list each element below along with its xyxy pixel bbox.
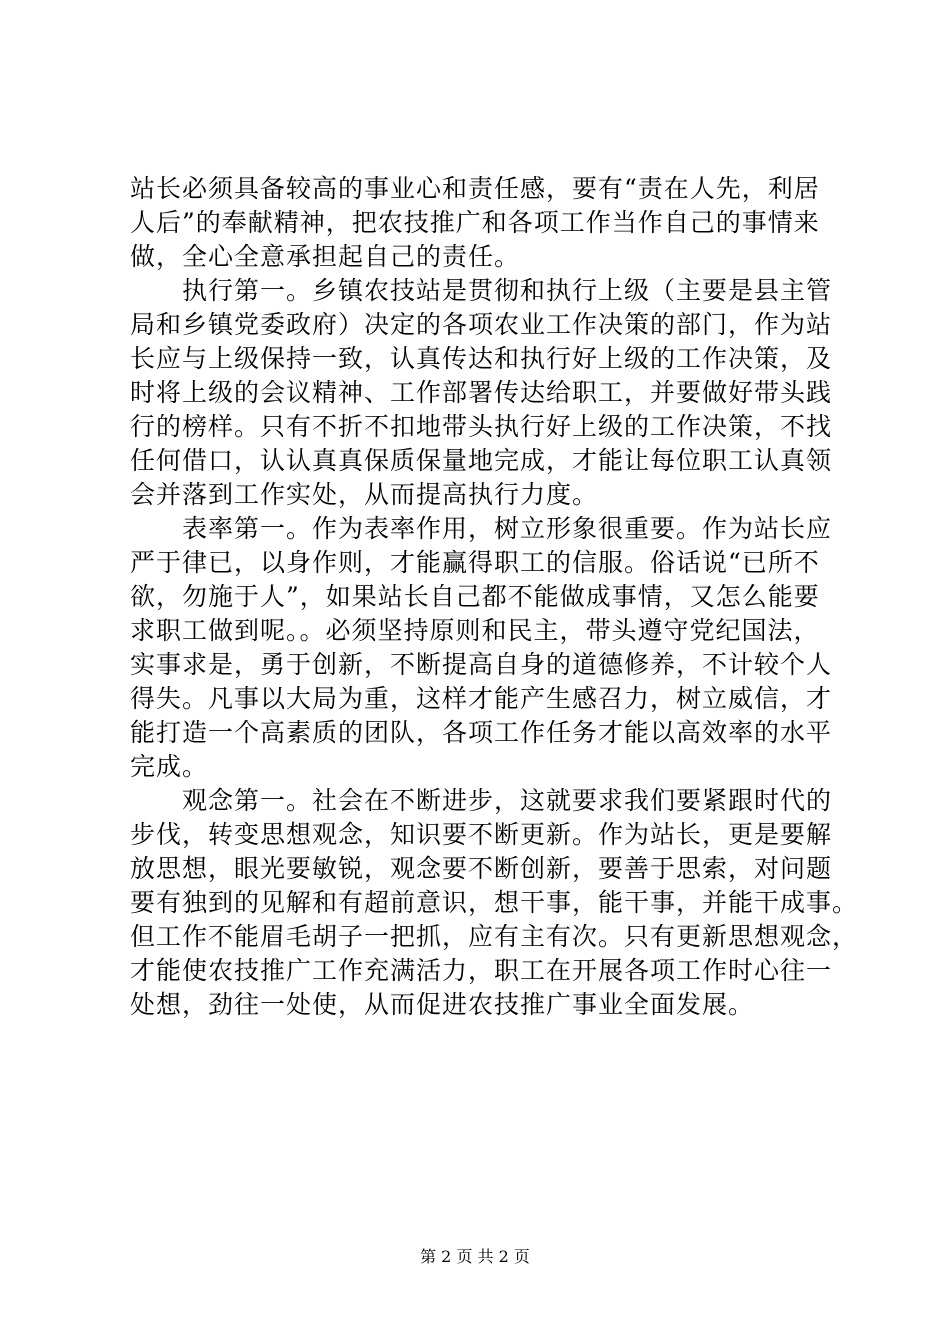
text-line: 人后”的奉献精神，把农技推广和各项工作当作自己的事情来 — [130, 208, 820, 237]
paragraph-start-line: 执行第一。乡镇农技站是贯彻和执行上级（主要是县主管 — [182, 276, 833, 305]
text-line: 放思想，眼光要敏锐，观念要不断创新，要善于思索，对问题 — [130, 854, 833, 883]
text-line: 会并落到工作实处，从而提高执行力度。 — [130, 480, 599, 509]
text-line: 站长必须具备较高的事业心和责任感，要有“责在人先，利居 — [130, 174, 820, 203]
text-line: 才能使农技推广工作充满活力，职工在开展各项工作时心往一 — [130, 956, 833, 985]
text-line: 做，全心全意承担起自己的责任。 — [130, 242, 521, 271]
text-line: 局和乡镇党委政府）决定的各项农业工作决策的部门，作为站 — [130, 310, 833, 339]
text-line: 处想，劲往一处使，从而促进农技推广事业全面发展。 — [130, 990, 755, 1019]
text-line: 任何借口，认认真真保质保量地完成，才能让每位职工认真领 — [130, 446, 833, 475]
text-line: 完成。 — [130, 752, 209, 781]
text-line: 时将上级的会议精神、工作部署传达给职工，并要做好带头践 — [130, 378, 833, 407]
text-line: 得失。凡事以大局为重，这样才能产生感召力，树立威信，才 — [130, 684, 833, 713]
text-line: 能打造一个高素质的团队，各项工作任务才能以高效率的水平 — [130, 718, 833, 747]
page-number-footer: 第 2 页 共 2 页 — [420, 1247, 530, 1266]
text-line: 行的榜样。只有不折不扣地带头执行好上级的工作决策，不找 — [130, 412, 833, 441]
paragraph-start-line: 观念第一。社会在不断进步，这就要求我们要紧跟时代的 — [182, 786, 833, 815]
text-line: 要有独到的见解和有超前意识，想干事，能干事，并能干成事。 — [130, 888, 859, 917]
text-line: 步伐，转变思想观念，知识要不断更新。作为站长，更是要解 — [130, 820, 833, 849]
text-line: 但工作不能眉毛胡子一把抓，应有主有次。只有更新思想观念， — [130, 922, 859, 951]
text-line: 实事求是，勇于创新，不断提高自身的道德修养，不计较个人 — [130, 650, 833, 679]
document-body — [130, 172, 859, 1022]
text-line: 求职工做到呢。。必须坚持原则和民主，带头遵守党纪国法， — [130, 616, 820, 645]
paragraph-start-line: 表率第一。作为表率作用，树立形象很重要。作为站长应 — [182, 514, 833, 543]
text-line: 欲，勿施于人”，如果站长自己都不能做成事情，又怎么能要 — [130, 582, 820, 611]
text-line: 严于律已，以身作则，才能赢得职工的信服。俗话说“已所不 — [130, 548, 820, 577]
text-line: 长应与上级保持一致，认真传达和执行好上级的工作决策，及 — [130, 344, 833, 373]
